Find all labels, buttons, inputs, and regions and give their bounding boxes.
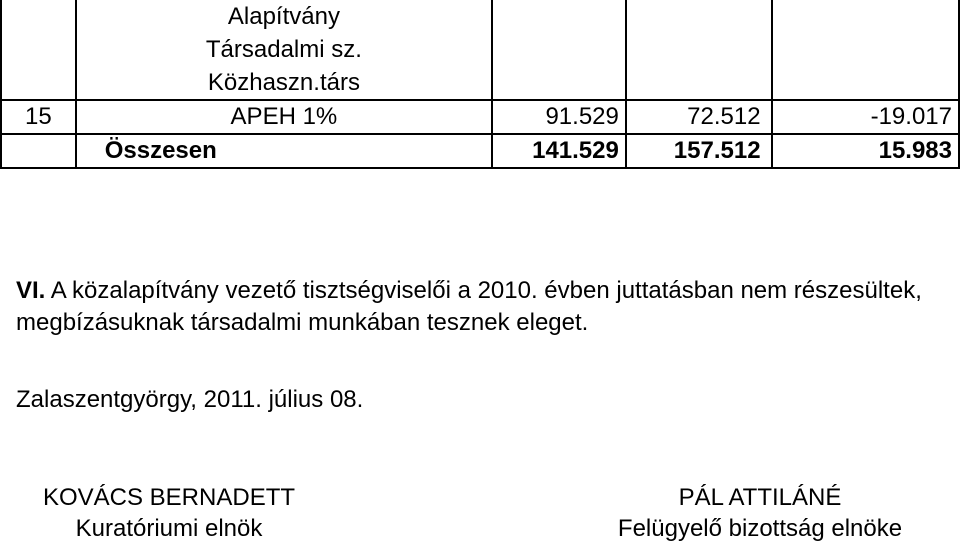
value-cell	[772, 33, 959, 66]
value-cell	[492, 33, 626, 66]
row-number-cell	[1, 0, 76, 33]
row-name-cell: Alapítvány	[76, 0, 492, 33]
row-name-cell: APEH 1%	[76, 100, 492, 134]
row-name-cell: Társadalmi sz.	[76, 33, 492, 66]
value-cell: 72.512	[626, 100, 772, 134]
table-row	[1, 100, 959, 134]
value-cell	[626, 66, 772, 100]
value-cell	[626, 0, 772, 33]
section-text: A közalapítvány vezető tisztségviselői a 2010. évben juttatásban nem részesültek, megbízásuknak társadalmi munkában tesznek eleget.	[16, 277, 922, 336]
table-row	[1, 66, 959, 100]
section-number: VI.	[16, 277, 46, 304]
value-cell	[492, 66, 626, 100]
value-cell: 91.529	[492, 100, 626, 134]
signatory-name: PÁL ATTILÁNÉ	[678, 484, 842, 511]
value-cell	[492, 0, 626, 33]
total-value-cell: 15.983	[772, 134, 959, 168]
row-number-cell: 15	[1, 100, 76, 134]
total-value-cell: 141.529	[492, 134, 626, 168]
financial-table	[0, 0, 960, 169]
row-number-cell	[1, 134, 76, 168]
table-row	[1, 33, 959, 66]
table-row	[1, 0, 959, 33]
signatory-name: KOVÁCS BERNADETT	[42, 484, 296, 511]
row-number-cell	[1, 33, 76, 66]
signature-block-chair	[10, 482, 328, 544]
row-name-cell: Közhaszn.társ	[76, 66, 492, 100]
section-paragraph	[16, 275, 946, 339]
table-total-row	[1, 134, 959, 168]
value-cell	[772, 0, 959, 33]
value-cell	[626, 33, 772, 66]
value-cell: -19.017	[772, 100, 959, 134]
total-label-cell: Összesen	[76, 134, 492, 168]
signatory-role: Kuratóriumi elnök	[75, 515, 263, 542]
signature-block-supervisor	[584, 482, 936, 544]
value-cell	[772, 66, 959, 100]
signatory-role: Felügyelő bizottság elnöke	[617, 515, 903, 542]
total-value-cell: 157.512	[626, 134, 772, 168]
place-date: Zalaszentgyörgy, 2011. július 08.	[16, 386, 364, 413]
row-number-cell	[1, 66, 76, 100]
